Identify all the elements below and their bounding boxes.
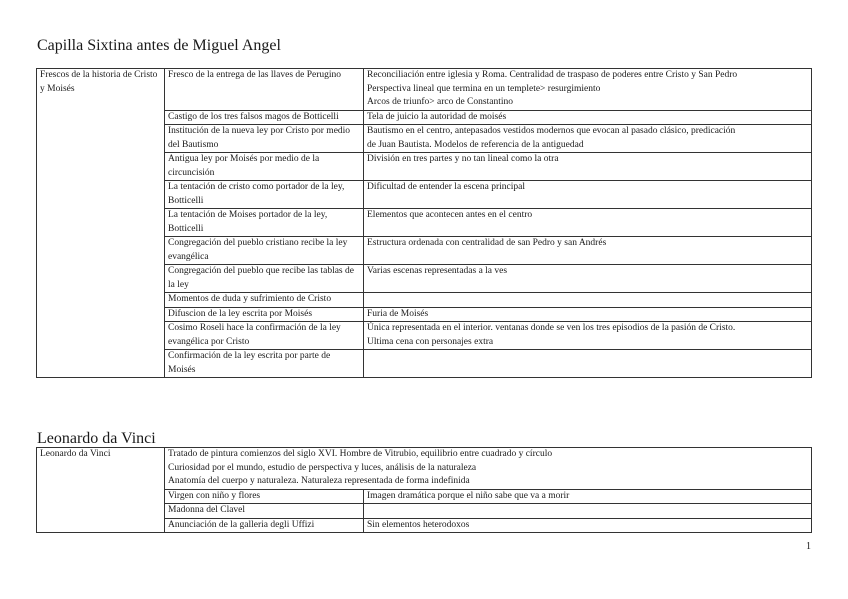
notes-cell <box>364 153 812 181</box>
note-line: Única representada en el interior. ventanas donde se ven los tres episodios de la pasión de Cristo. <box>367 323 736 333</box>
table-row <box>37 69 812 111</box>
work-title-cell: Institución de la nueva ley por Cristo por medio del Bautismo <box>165 125 364 153</box>
section-title-capilla-sixtina: Capilla Sixtina antes de Miguel Angel <box>37 37 281 54</box>
table-row <box>37 448 812 490</box>
notes-cell <box>364 307 812 322</box>
work-title-cell: Congregación del pueblo que recibe las tablas de la ley <box>165 265 364 293</box>
note-line: Tela de juicio la autoridad de moisés <box>367 111 507 122</box>
notes-cell <box>364 265 812 293</box>
work-title-cell: Castigo de los tres falsos magos de Botticelli <box>165 110 364 125</box>
notes-cell <box>364 69 812 111</box>
intro-line: Anatomía del cuerpo y naturaleza. Naturaleza representada de forma indefinida <box>168 476 470 486</box>
note-line: de Juan Bautista. Modelos de referencia de la antiguedad <box>367 139 584 150</box>
note-line: Dificultad de entender la escena principal <box>367 182 525 192</box>
work-title-cell: La tentación de cristo como portador de la ley, Botticelli <box>165 181 364 209</box>
note-line: Arcos de triunfo> arco de Constantino <box>367 97 513 107</box>
intro-line: Tratado de pintura comienzos del siglo XVI. Hombre de Vitrubio, equilibrio entre cuadrado y círculo <box>168 449 553 459</box>
notes-cell: Sin elementos heterodoxos <box>364 518 812 533</box>
notes-cell: Imagen dramática porque el niño sabe que va a morir <box>364 489 812 504</box>
work-title-cell: Virgen con niño y flores <box>165 489 364 504</box>
work-title-cell: Antigua ley por Moisés por medio de la circuncisión <box>165 153 364 181</box>
work-title-cell: Difuscion de la ley escrita por Moisés <box>165 307 364 322</box>
work-title-cell: Confirmación de la ley escrita por parte de Moisés <box>165 350 364 378</box>
notes-cell <box>364 322 812 350</box>
intro-line: Curiosidad por el mundo, estudio de perspectiva y luces, análisis de la naturaleza <box>168 462 477 473</box>
artist-label-cell: Leonardo da Vinci <box>37 448 165 533</box>
notes-cell <box>364 293 812 308</box>
note-line: Perspectiva lineal que termina en un templete> resurgimiento <box>367 83 601 94</box>
work-title-cell: Madonna del Clavel <box>165 504 364 519</box>
notes-cell <box>364 504 812 519</box>
notes-cell <box>364 125 812 153</box>
work-title-cell: La tentación de Moises portador de la ley, Botticelli <box>165 209 364 237</box>
work-title-cell: Momentos de duda y sufrimiento de Cristo <box>165 293 364 308</box>
note-line: Estructura ordenada con centralidad de san Pedro y san Andrés <box>367 238 607 248</box>
page-number: 1 <box>806 541 811 552</box>
intro-cell <box>165 448 812 490</box>
leonardo-table <box>36 447 812 533</box>
work-title-cell: Fresco de la entrega de las llaves de Perugino <box>165 69 364 111</box>
notes-cell <box>364 350 812 378</box>
capilla-sixtina-table <box>36 68 812 378</box>
notes-cell <box>364 181 812 209</box>
note-line: Reconciliación entre iglesia y Roma. Centralidad de traspaso de poderes entre Cristo y San Pedro <box>367 70 738 80</box>
note-line: Ultima cena con personajes extra <box>367 336 494 347</box>
notes-cell <box>364 110 812 125</box>
note-line: División en tres partes y no tan lineal como la otra <box>367 154 559 164</box>
work-title-cell: Congregación del pueblo cristiano recibe la ley evangélica <box>165 237 364 265</box>
note-line: Elementos que acontecen antes en el centro <box>367 210 533 220</box>
work-title-cell: Anunciación de la galleria degli Uffizi <box>165 518 364 533</box>
section-title-leonardo: Leonardo da Vinci <box>37 430 156 447</box>
notes-cell <box>364 209 812 237</box>
note-line: Bautismo en el centro, antepasados vestidos modernos que evocan al pasado clásico, predicación <box>367 126 736 136</box>
work-title-cell: Cosimo Roseli hace la confirmación de la ley evangélica por Cristo <box>165 322 364 350</box>
notes-cell <box>364 237 812 265</box>
note-line: Furia de Moisés <box>367 308 429 319</box>
group-label-cell: Frescos de la historia de Cristo y Moisés <box>37 69 165 378</box>
note-line: Varias escenas representadas a la ves <box>367 266 508 276</box>
